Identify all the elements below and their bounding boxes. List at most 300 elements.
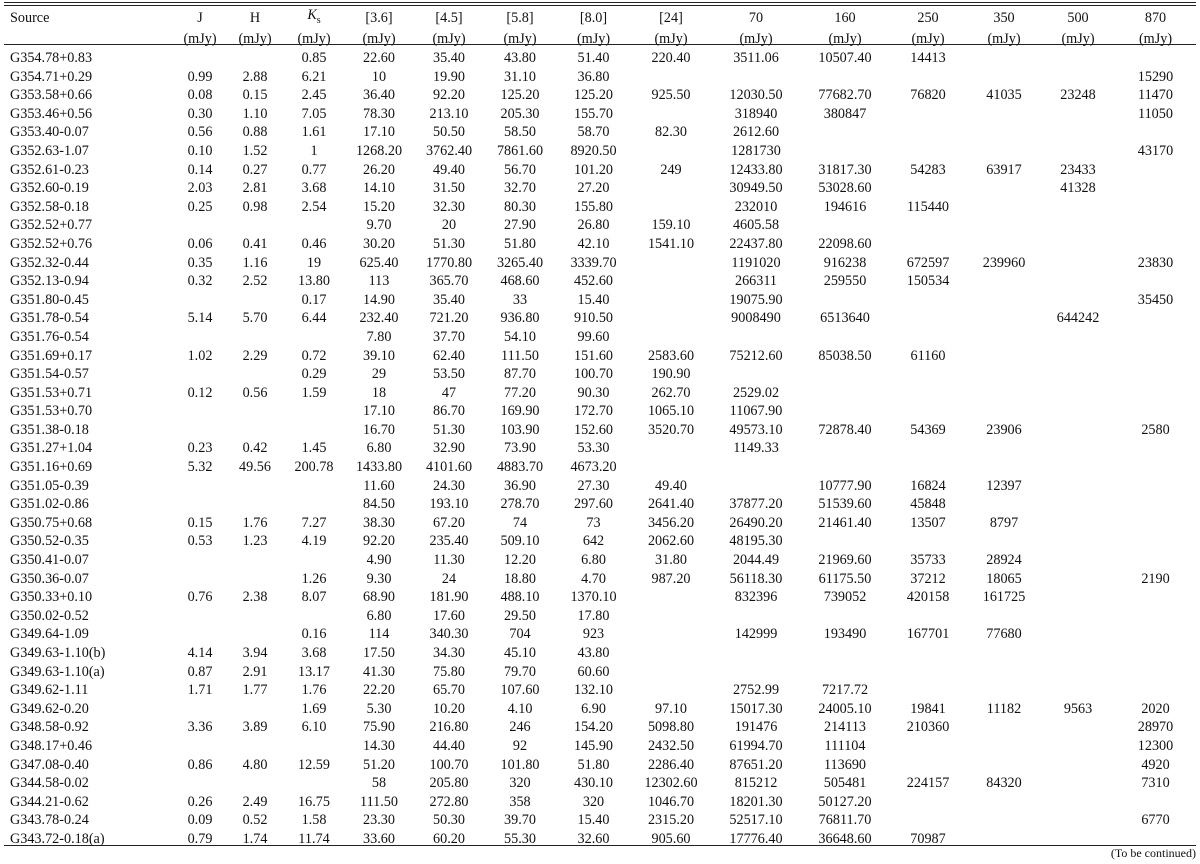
flux-cell bbox=[1041, 402, 1115, 421]
flux-cell: 3520.70 bbox=[647, 421, 695, 438]
flux-cell: 54.10 bbox=[504, 328, 536, 345]
flux-cell bbox=[226, 607, 284, 626]
table-row bbox=[4, 86, 1196, 105]
flux-cell bbox=[1041, 421, 1115, 440]
flux-cell: 49573.10 bbox=[729, 421, 783, 438]
flux-cell bbox=[1115, 272, 1196, 291]
flux-cell bbox=[284, 551, 344, 570]
flux-cell bbox=[1115, 365, 1196, 384]
flux-cell: 7.80 bbox=[366, 328, 392, 345]
flux-cell bbox=[631, 142, 711, 161]
flux-cell: 17.10 bbox=[363, 124, 395, 141]
column-header: [4.5] bbox=[435, 9, 463, 26]
column-header: [5.8] bbox=[506, 9, 534, 26]
flux-cell: 0.25 bbox=[187, 198, 213, 215]
table-row bbox=[4, 68, 1196, 87]
flux-cell bbox=[711, 663, 801, 682]
flux-cell: 5.14 bbox=[187, 310, 213, 327]
flux-cell bbox=[1041, 198, 1115, 217]
column-header: 70 bbox=[748, 9, 764, 26]
flux-cell bbox=[284, 774, 344, 793]
table-row bbox=[4, 198, 1196, 217]
flux-cell bbox=[226, 328, 284, 347]
flux-cell: 17.60 bbox=[433, 607, 465, 624]
table-row bbox=[4, 514, 1196, 533]
flux-cell bbox=[631, 644, 711, 663]
flux-cell bbox=[1041, 570, 1115, 589]
flux-cell bbox=[801, 439, 889, 458]
flux-cell bbox=[801, 458, 889, 477]
flux-cell: 22437.80 bbox=[729, 235, 783, 252]
table-header bbox=[4, 6, 1196, 49]
flux-cell: 35.40 bbox=[433, 50, 465, 67]
flux-cell: 210360 bbox=[906, 719, 950, 736]
flux-cell: 0.15 bbox=[187, 514, 213, 531]
flux-cell bbox=[889, 756, 967, 775]
flux-cell bbox=[889, 607, 967, 626]
flux-cell: 246 bbox=[509, 719, 531, 736]
flux-cell bbox=[1041, 793, 1115, 812]
source-cell: G348.58-0.92 bbox=[10, 719, 89, 736]
flux-cell: 24005.10 bbox=[818, 700, 872, 717]
flux-cell: 49.40 bbox=[655, 477, 687, 494]
source-cell: G347.08-0.40 bbox=[10, 756, 89, 773]
flux-cell bbox=[1115, 161, 1196, 180]
source-cell: G351.16+0.69 bbox=[10, 459, 93, 476]
flux-cell bbox=[1115, 551, 1196, 570]
flux-cell: 54283 bbox=[910, 161, 946, 178]
flux-cell bbox=[1041, 663, 1115, 682]
flux-cell: 45.10 bbox=[504, 645, 536, 662]
flux-cell bbox=[967, 756, 1041, 775]
flux-cell: 625.40 bbox=[359, 254, 399, 271]
source-cell: G350.41-0.07 bbox=[10, 552, 89, 569]
flux-cell bbox=[174, 216, 226, 235]
table-row bbox=[4, 328, 1196, 347]
flux-cell bbox=[631, 663, 711, 682]
flux-cell: 320 bbox=[582, 793, 605, 810]
flux-cell: 2286.40 bbox=[647, 756, 695, 773]
flux-cell bbox=[1115, 625, 1196, 644]
flux-cell bbox=[284, 495, 344, 514]
flux-cell: 72878.40 bbox=[818, 421, 872, 438]
flux-cell: 15290 bbox=[1137, 68, 1174, 85]
flux-cell bbox=[1041, 774, 1115, 793]
flux-cell: 205.30 bbox=[500, 105, 540, 122]
flux-cell bbox=[967, 142, 1041, 161]
flux-cell: 644242 bbox=[1056, 310, 1100, 327]
flux-cell bbox=[889, 309, 967, 328]
flux-cell: 910.50 bbox=[573, 310, 613, 327]
flux-cell: 4.10 bbox=[507, 700, 533, 717]
column-unit: (mJy) bbox=[828, 31, 862, 48]
flux-cell bbox=[174, 700, 226, 719]
flux-cell bbox=[1115, 439, 1196, 458]
units-row bbox=[4, 30, 1196, 49]
flux-cell: 32.60 bbox=[577, 830, 610, 847]
flux-cell: 1 bbox=[310, 142, 318, 159]
table-row bbox=[4, 49, 1196, 68]
table-row bbox=[4, 756, 1196, 775]
flux-cell bbox=[801, 123, 889, 142]
flux-cell: 1.16 bbox=[242, 254, 268, 271]
flux-cell: 19 bbox=[306, 254, 322, 271]
column-header: Source bbox=[10, 9, 50, 26]
flux-cell: 14413 bbox=[910, 50, 946, 67]
flux-cell bbox=[967, 495, 1041, 514]
flux-cell: 60.20 bbox=[433, 830, 465, 847]
flux-cell: 19075.90 bbox=[729, 291, 783, 308]
source-cell: G352.60-0.19 bbox=[10, 180, 89, 197]
flux-cell bbox=[889, 811, 967, 830]
flux-cell: 739052 bbox=[823, 589, 867, 606]
flux-cell: 0.10 bbox=[187, 142, 213, 159]
flux-cell: 114 bbox=[368, 626, 390, 643]
source-cell: G351.38-0.18 bbox=[10, 421, 89, 438]
flux-cell: 340.30 bbox=[429, 626, 469, 643]
flux-cell bbox=[1115, 458, 1196, 477]
column-unit: (mJy) bbox=[238, 31, 272, 48]
flux-cell: 10.20 bbox=[433, 700, 465, 717]
flux-cell: 61175.50 bbox=[818, 570, 872, 587]
flux-cell: 101.20 bbox=[573, 161, 613, 178]
flux-cell: 54369 bbox=[910, 421, 946, 438]
flux-cell: 0.35 bbox=[187, 254, 213, 271]
flux-cell: 7217.72 bbox=[821, 682, 869, 699]
flux-table bbox=[4, 6, 1196, 849]
source-cell: G351.05-0.39 bbox=[10, 477, 89, 494]
table-body bbox=[4, 49, 1196, 849]
flux-cell: 142999 bbox=[734, 626, 778, 643]
table-row bbox=[4, 439, 1196, 458]
flux-cell bbox=[801, 644, 889, 663]
column-header: 350 bbox=[993, 9, 1015, 26]
flux-cell: 50127.20 bbox=[818, 793, 872, 810]
flux-cell: 90.30 bbox=[577, 384, 610, 401]
flux-cell: 53028.60 bbox=[818, 180, 872, 197]
source-cell: G353.40-0.07 bbox=[10, 124, 89, 141]
flux-cell bbox=[1041, 588, 1115, 607]
flux-cell: 17.50 bbox=[363, 645, 395, 662]
flux-cell: 73.90 bbox=[504, 440, 536, 457]
flux-cell: 65.70 bbox=[433, 682, 465, 699]
source-cell: G353.46+0.56 bbox=[10, 105, 93, 122]
flux-cell: 27.30 bbox=[577, 477, 610, 494]
flux-cell: 9008490 bbox=[731, 310, 781, 327]
flux-cell: 44.40 bbox=[433, 737, 465, 754]
flux-cell bbox=[1041, 477, 1115, 496]
flux-cell: 36648.60 bbox=[818, 830, 872, 847]
flux-cell: 15.40 bbox=[577, 291, 610, 308]
flux-cell: 2.54 bbox=[301, 198, 327, 215]
flux-cell: 0.41 bbox=[242, 235, 268, 252]
flux-cell: 51.80 bbox=[504, 235, 536, 252]
table-row bbox=[4, 309, 1196, 328]
flux-cell: 51539.60 bbox=[818, 496, 872, 513]
flux-cell: 14.90 bbox=[363, 291, 395, 308]
flux-cell: 6.10 bbox=[301, 719, 327, 736]
flux-cell: 4920 bbox=[1141, 756, 1170, 773]
source-cell: G351.76-0.54 bbox=[10, 328, 89, 345]
flux-cell bbox=[1041, 105, 1115, 124]
flux-cell: 79.70 bbox=[504, 663, 536, 680]
table-row bbox=[4, 588, 1196, 607]
flux-cell bbox=[1041, 625, 1115, 644]
flux-cell bbox=[889, 644, 967, 663]
flux-cell bbox=[1041, 495, 1115, 514]
flux-cell: 1.10 bbox=[242, 105, 268, 122]
flux-cell: 35.40 bbox=[433, 291, 465, 308]
flux-cell bbox=[967, 198, 1041, 217]
flux-cell: 2641.40 bbox=[647, 496, 695, 513]
flux-cell: 15.40 bbox=[577, 812, 610, 829]
flux-cell: 32.70 bbox=[504, 180, 536, 197]
flux-cell: 2.49 bbox=[242, 793, 268, 810]
flux-cell: 151.60 bbox=[573, 347, 613, 364]
flux-cell bbox=[1115, 402, 1196, 421]
flux-cell: 488.10 bbox=[500, 589, 540, 606]
column-unit: (mJy) bbox=[911, 31, 945, 48]
flux-cell bbox=[1115, 663, 1196, 682]
flux-cell bbox=[889, 384, 967, 403]
flux-cell: 31.80 bbox=[655, 552, 687, 569]
flux-cell: 10 bbox=[371, 68, 387, 85]
table-row bbox=[4, 737, 1196, 756]
flux-cell: 0.98 bbox=[242, 198, 268, 215]
flux-cell bbox=[1041, 551, 1115, 570]
flux-cell: 505481 bbox=[823, 775, 867, 792]
flux-cell: 75.90 bbox=[363, 719, 395, 736]
flux-cell: 150534 bbox=[906, 273, 950, 290]
flux-cell: 8920.50 bbox=[570, 142, 617, 159]
flux-cell: 41.30 bbox=[363, 663, 395, 680]
flux-cell: 50.30 bbox=[433, 812, 465, 829]
flux-cell: 20 bbox=[441, 217, 457, 234]
flux-cell: 23830 bbox=[1137, 254, 1174, 271]
flux-cell bbox=[1041, 347, 1115, 366]
flux-cell: 0.15 bbox=[242, 87, 268, 104]
flux-cell: 0.88 bbox=[242, 124, 268, 141]
flux-cell bbox=[174, 291, 226, 310]
flux-cell bbox=[226, 774, 284, 793]
flux-cell bbox=[889, 216, 967, 235]
flux-cell bbox=[1115, 477, 1196, 496]
flux-cell: 21461.40 bbox=[818, 514, 872, 531]
flux-cell bbox=[1115, 309, 1196, 328]
flux-cell: 925.50 bbox=[651, 87, 691, 104]
flux-cell bbox=[226, 291, 284, 310]
flux-cell: 4.14 bbox=[187, 645, 213, 662]
flux-cell bbox=[226, 551, 284, 570]
flux-cell: 11.30 bbox=[433, 552, 465, 569]
column-unit: (mJy) bbox=[362, 31, 396, 48]
source-cell: G351.80-0.45 bbox=[10, 291, 89, 308]
table-row bbox=[4, 105, 1196, 124]
flux-cell bbox=[631, 309, 711, 328]
column-header: [24] bbox=[659, 9, 683, 26]
flux-cell bbox=[711, 68, 801, 87]
column-header: 250 bbox=[917, 9, 939, 26]
source-cell: G352.61-0.23 bbox=[10, 161, 89, 178]
flux-cell: 85038.50 bbox=[818, 347, 872, 364]
table-row bbox=[4, 347, 1196, 366]
flux-cell: 6.44 bbox=[301, 310, 327, 327]
flux-cell: 0.56 bbox=[242, 384, 268, 401]
flux-cell bbox=[801, 607, 889, 626]
flux-cell: 43170 bbox=[1137, 142, 1174, 159]
flux-cell bbox=[889, 532, 967, 551]
flux-cell bbox=[226, 700, 284, 719]
flux-cell: 17776.40 bbox=[729, 830, 783, 847]
flux-cell: 1770.80 bbox=[425, 254, 473, 271]
flux-cell bbox=[889, 235, 967, 254]
flux-cell bbox=[1115, 681, 1196, 700]
flux-cell: 37877.20 bbox=[729, 496, 783, 513]
flux-cell bbox=[801, 663, 889, 682]
source-cell: G349.62-0.20 bbox=[10, 700, 89, 717]
flux-cell: 905.60 bbox=[651, 830, 691, 847]
flux-cell: 2062.60 bbox=[647, 533, 695, 550]
flux-cell bbox=[284, 421, 344, 440]
flux-cell: 272.80 bbox=[429, 793, 469, 810]
flux-cell: 0.72 bbox=[301, 347, 327, 364]
flux-cell: 0.56 bbox=[187, 124, 213, 141]
flux-cell: 30949.50 bbox=[729, 180, 783, 197]
flux-cell bbox=[1115, 347, 1196, 366]
table-row bbox=[4, 477, 1196, 496]
flux-cell bbox=[967, 458, 1041, 477]
flux-cell: 3265.40 bbox=[496, 254, 544, 271]
flux-cell: 77.20 bbox=[504, 384, 536, 401]
flux-cell bbox=[967, 328, 1041, 347]
flux-cell: 2.81 bbox=[242, 180, 268, 197]
flux-cell: 4883.70 bbox=[496, 459, 544, 476]
flux-cell: 49.40 bbox=[433, 161, 465, 178]
flux-cell: 0.26 bbox=[187, 793, 213, 810]
flux-cell: 0.87 bbox=[187, 663, 213, 680]
flux-cell bbox=[1041, 235, 1115, 254]
flux-cell bbox=[1041, 439, 1115, 458]
column-unit: (mJy) bbox=[183, 31, 217, 48]
flux-cell bbox=[967, 347, 1041, 366]
flux-cell bbox=[801, 384, 889, 403]
flux-cell: 31817.30 bbox=[818, 161, 872, 178]
flux-cell: 17.80 bbox=[577, 607, 610, 624]
flux-cell: 74 bbox=[512, 514, 528, 531]
flux-cell: 1.45 bbox=[301, 440, 327, 457]
flux-cell: 145.90 bbox=[573, 737, 613, 754]
flux-cell bbox=[631, 439, 711, 458]
flux-cell: 2020 bbox=[1141, 700, 1170, 717]
flux-cell: 13507 bbox=[910, 514, 946, 531]
flux-cell bbox=[801, 68, 889, 87]
flux-cell: 278.70 bbox=[500, 496, 540, 513]
table-row bbox=[4, 161, 1196, 180]
flux-cell: 1.76 bbox=[242, 514, 268, 531]
flux-cell bbox=[711, 607, 801, 626]
source-cell: G351.53+0.71 bbox=[10, 384, 93, 401]
flux-cell: 358 bbox=[509, 793, 531, 810]
flux-cell: 2.88 bbox=[242, 68, 268, 85]
table-row bbox=[4, 365, 1196, 384]
flux-cell bbox=[711, 458, 801, 477]
flux-cell: 39.10 bbox=[363, 347, 395, 364]
flux-cell: 8.07 bbox=[301, 589, 327, 606]
flux-cell: 43.80 bbox=[577, 645, 610, 662]
flux-cell: 103.90 bbox=[500, 421, 540, 438]
flux-cell: 47 bbox=[441, 384, 457, 401]
column-unit: (mJy) bbox=[576, 31, 611, 48]
flux-cell: 75.80 bbox=[433, 663, 465, 680]
flux-cell bbox=[889, 737, 967, 756]
flux-cell: 0.06 bbox=[187, 235, 213, 252]
flux-cell: 87.70 bbox=[504, 366, 536, 383]
flux-cell: 0.86 bbox=[187, 756, 213, 773]
flux-cell: 0.53 bbox=[187, 533, 213, 550]
flux-cell: 224157 bbox=[906, 775, 950, 792]
source-cell: G344.58-0.02 bbox=[10, 775, 89, 792]
flux-cell: 1.71 bbox=[187, 682, 213, 699]
flux-cell bbox=[967, 309, 1041, 328]
source-cell: G343.78-0.24 bbox=[10, 812, 89, 829]
flux-cell: 41328 bbox=[1060, 180, 1096, 197]
flux-cell bbox=[226, 216, 284, 235]
column-unit: (mJy) bbox=[739, 31, 773, 48]
flux-cell bbox=[1041, 756, 1115, 775]
flux-cell: 38.30 bbox=[363, 514, 395, 531]
flux-cell: 86.70 bbox=[433, 403, 465, 420]
flux-cell: 1.76 bbox=[301, 682, 327, 699]
flux-cell: 82.30 bbox=[655, 124, 687, 141]
flux-cell: 51.20 bbox=[363, 756, 395, 773]
flux-cell: 923 bbox=[582, 626, 605, 643]
flux-cell bbox=[1115, 588, 1196, 607]
table-row bbox=[4, 216, 1196, 235]
flux-cell: 37.70 bbox=[433, 328, 465, 345]
flux-cell: 23433 bbox=[1060, 161, 1096, 178]
flux-cell: 22.20 bbox=[363, 682, 395, 699]
flux-cell bbox=[711, 328, 801, 347]
flux-cell: 0.23 bbox=[187, 440, 213, 457]
source-cell: G354.78+0.83 bbox=[10, 50, 93, 67]
flux-cell bbox=[967, 402, 1041, 421]
flux-cell: 468.60 bbox=[500, 273, 540, 290]
flux-cell bbox=[1041, 142, 1115, 161]
flux-cell bbox=[284, 328, 344, 347]
flux-cell: 77682.70 bbox=[818, 87, 872, 104]
flux-cell bbox=[889, 681, 967, 700]
flux-cell: 68.90 bbox=[363, 589, 395, 606]
flux-cell bbox=[801, 216, 889, 235]
flux-cell bbox=[801, 402, 889, 421]
flux-cell bbox=[631, 291, 711, 310]
flux-cell bbox=[1041, 811, 1115, 830]
flux-cell: 24 bbox=[441, 570, 457, 587]
flux-cell: 23.30 bbox=[363, 812, 395, 829]
table-row bbox=[4, 272, 1196, 291]
flux-cell: 194616 bbox=[823, 198, 867, 215]
flux-cell: 154.20 bbox=[573, 719, 613, 736]
flux-cell: 11470 bbox=[1138, 87, 1173, 104]
source-cell: G352.52+0.77 bbox=[10, 217, 93, 234]
flux-cell bbox=[711, 644, 801, 663]
flux-cell: 0.79 bbox=[187, 830, 213, 847]
flux-cell: 5.32 bbox=[187, 459, 213, 476]
table-row bbox=[4, 402, 1196, 421]
flux-cell: 509.10 bbox=[500, 533, 540, 550]
flux-cell: 3.68 bbox=[301, 645, 327, 662]
flux-cell: 75212.60 bbox=[729, 347, 783, 364]
